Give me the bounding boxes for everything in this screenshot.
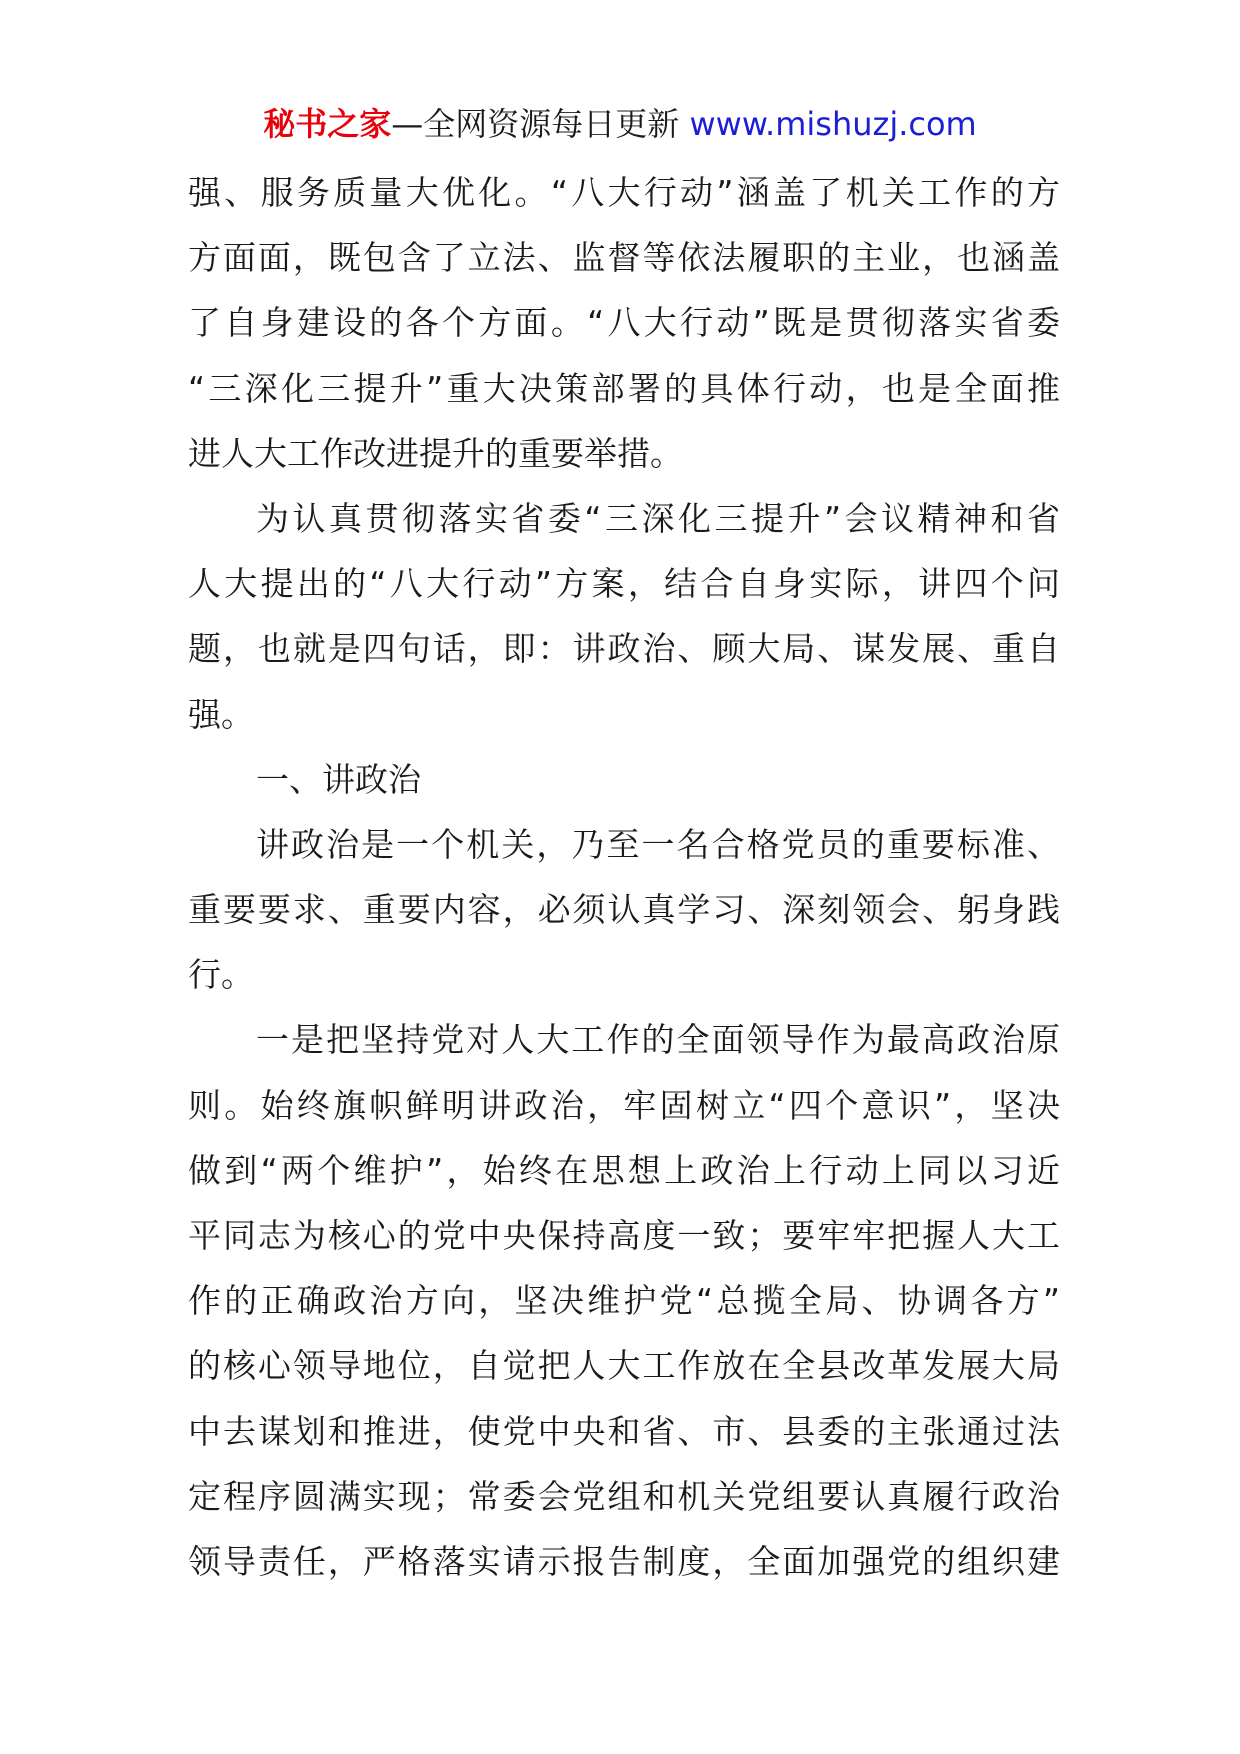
document-body [188,160,1060,1594]
text-line: 平同志为核心的党中央保持高度一致；要牢牢把握人大工 [188,1216,1060,1255]
text-line: 进人大工作改进提升的重要举措。 [188,433,683,473]
site-url[interactable]: www.mishuzj.com [689,105,977,143]
text-line: 领导责任，严格落实请示报告制度，全面加强党的组织建 [188,1541,1060,1581]
text-line: 强、服务质量大优化。“八大行动”涵盖了机关工作的方 [188,173,1060,212]
text-line: 重要要求、重要内容，必须认真学习、深刻领会、躬身践 [188,890,1060,930]
page-header [0,100,1240,148]
text-line: 题，也就是四句话，即：讲政治、顾大局、谋发展、重自 [188,629,1060,669]
text-line: 方面面，既包含了立法、监督等依法履职的主业，也涵盖 [188,238,1060,278]
text-line: 了自身建设的各个方面。“八大行动”既是贯彻落实省委 [188,303,1060,343]
paragraph-start-line: 一是把坚持党对人大工作的全面领导作为最高政治原 [256,1020,1060,1060]
text-line: 做到“两个维护”，始终在思想上政治上行动上同以习近 [188,1150,1060,1190]
text-line: 作的正确政治方向，坚决维护党“总揽全局、协调各方” [188,1281,1060,1321]
text-line: 行。 [188,955,254,995]
text-line: 人大提出的“八大行动”方案，结合自身实际，讲四个问 [188,564,1060,604]
text-line: 中去谋划和推进，使党中央和省、市、县委的主张通过法 [188,1411,1060,1451]
paragraph-start-line: 为认真贯彻落实省委“三深化三提升”会议精神和省 [256,498,1060,538]
paragraph-start-line: 讲政治是一个机关，乃至一名合格党员的重要标准、 [256,824,1060,864]
site-brand: 秘书之家 [263,105,392,143]
section-heading: 一、讲政治 [256,759,421,799]
text-line: 的核心领导地位，自觉把人大工作放在全县改革发展大局 [188,1346,1060,1386]
text-line: 强。 [188,694,254,734]
text-line: 定程序圆满实现；常委会党组和机关党组要认真履行政治 [188,1476,1060,1516]
site-tagline: —全网资源每日更新 [391,105,680,143]
text-line: “三深化三提升”重大决策部署的具体行动，也是全面推 [188,368,1060,408]
text-line: 则。始终旗帜鲜明讲政治，牢固树立“四个意识”，坚决 [188,1085,1060,1125]
